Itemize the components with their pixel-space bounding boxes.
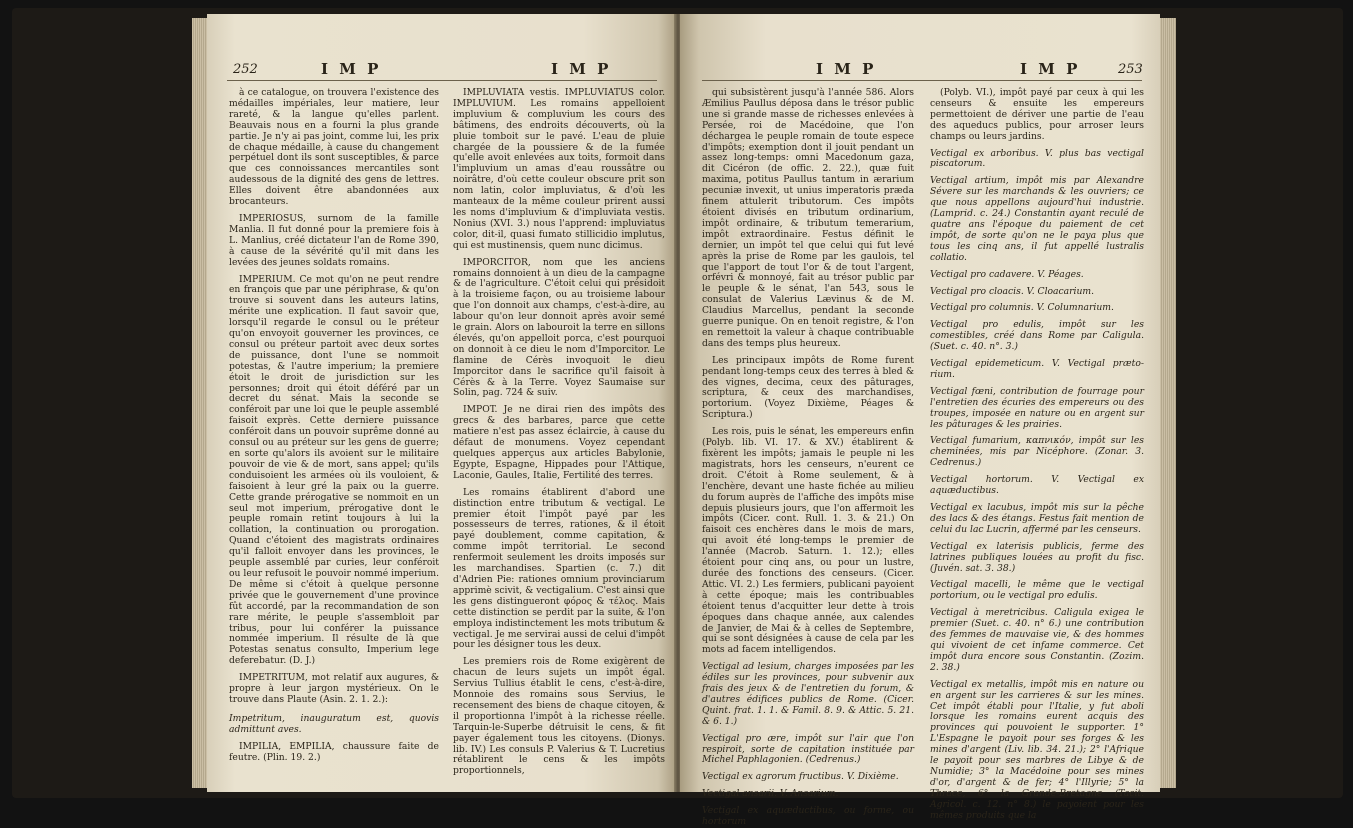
paragraph: Vectigal ex aquæductibus, ou forme, ou hortorum <box>702 805 914 828</box>
paragraph: IMPLUVIATA vestis. IMPLUVIATUS color. IMPLUVIUM. Les romains appelloient impluvium & compluvium les cours des bâtimens, des endroits découverts, où la pluie tomboit sur le pavé. L'eau de pluie chargée de la poussiere & de la fumée qu'elle avoit enlevées aux toits, formoit dans l'impluvium un amas d'eau roussâtre ou noirâtre, d'où cette couleur obscure prit son nom latin, color impluviatus, & d'où les manteaux de la même couleur prirent aussi les noms d'impluvium & d'impluviata vestis. Nonius (XVI. 3.) nous l'apprend: impluviatus color, dit-il, quasi fumato stillicidio implutus, qui est mustinensis, quem nunc dicimus. <box>453 87 665 251</box>
paragraph: Vectigal ex agrorum fructibus. V. Dixième. <box>702 771 899 783</box>
left-column-2 <box>453 88 665 778</box>
header-rule <box>227 80 657 81</box>
paragraph: IMPOT. Je ne dirai rien des impôts des grecs & des barbares, parce que cette matiere n'est pas assez éclaircie, à cause du défaut de monumens. Voyez cependant quelques apperçus aux articles Babylonie, Egypte, Espagne, Hippades pour l'Attique, Laconie, Gaules, Italie, Fertilité des terres. <box>453 404 665 481</box>
paragraph: Vectigal ex metallis, impôt mis en nature ou en argent sur les carrieres & sur les mines. Cet impôt établi pour l'Italie, y fut aboli lorsque les romains eurent acquis des provinces qui pouvoient le supporter. 1° L'Espagne le payoit pour ses forges & les mines d'argent (Liv. lib. 34. 21.); 2° l'Afrique le payoit pour ses marbres de Libye & de Numidie; 3° la Macédoine pour ses mines d'or, d'argent & de fer; 4° l'Illyrie; 5° la Thrace, 6° la Grande-Bretagne (Tacit. Agricol. c. 12. n° 8.) le payoient pour les mêmes produits que la <box>930 678 1144 821</box>
paragraph: Vectigal macelli, le même que le vectigal portorium, ou le vectigal pro edulis. <box>930 579 1144 602</box>
paragraph: Vectigal pro columnis. V. Columnarium. <box>930 302 1114 314</box>
left-page <box>207 14 677 792</box>
running-head: I M P <box>1020 60 1081 78</box>
paragraph: Vectigal pro edulis, impôt sur les comestibles, créé dans Rome par Caligula. (Suet. c. 40. n°. 3.) <box>930 319 1144 353</box>
header-rule <box>702 80 1142 81</box>
paragraph: Vectigal hortorum. V. Vectigal ex aquæductibus. <box>930 474 1144 497</box>
paragraph: Vectigal fœni, contribution de fourrage pour l'entretien des écuries des empereurs ou des troupes, imposée en nature ou en argent sur les pâturages & les prairies. <box>930 385 1144 430</box>
paragraph: Vectigal fumarium, καπνικόν, impôt sur les cheminées, mis par Nicéphore. (Zonar. 3. Cedrenus.) <box>930 435 1144 469</box>
paragraph: IMPERIUM. Ce mot qu'on ne peut rendre en françois que par une périphrase, & qu'on trouve si souvent dans les auteurs latins, mérite une explication. Il faut savoir que, lorsqu'il regarde le consul ou le préteur qu'on envoyoit gouverner les provinces, ce consul ou préteur partoit avec deux sortes de puissance, dont l'une se nommoit potestas, & l'autre imperium; la premiere étoit le droit de jurisdiction sur les personnes; droit qui étoit déféré par un decret du sénat. Mais la seconde se conféroit par une loi que le peuple assemblé faisoit exprès. Cette derniere puissance conféroit dans un pouvoir suprême donné au consul ou au préteur sur les gens de guerre; en sorte qu'alors ils avoient sur le militaire pouvoir de vie & de mort, sans appel; qu'ils conduisoient les armées où ils vouloient, & faisoient à leur gré la paix ou la guerre. Cette grande prérogative se nommoit en un seul mot imperium, prérogative dont le peuple romain retint toujours à lui la collation, la continuation ou prorogation. Quand c'étoient des magistrats ordinaires qu'il falloit envoyer dans les provinces, le peuple assemblé par curies, leur conféroit ou leur refusoit le pouvoir nommé imperium. De même si c'étoit à quelque personne privée que le gouvernement d'une province fût accordé, par la recommandation de son rare mérite, le peuple s'assembloit par tribus, pour lui conférer la puissance nommée imperium. Il résulte de là que Potestas senatus consulto, Imperium lege deferebatur. (D. J.) <box>229 273 439 667</box>
right-column-1 <box>702 87 914 828</box>
paragraph: Vectigal pro cadavere. V. Péages. <box>930 268 1084 280</box>
paragraph: Vectigal ex arboribus. V. plus bas vectigal piscatorum. <box>930 147 1144 170</box>
paragraph: à ce catalogue, on trouvera l'existence des médailles impériales, leur matiere, leur rareté, & la langue qu'elles parlent. Beauvais nous en a fourni la plus grande partie. Je n'y ai pas joint, comme lui, les prix de chaque médaille, à cause du changement perpétuel dont ils sont susceptibles, & parce que ces connoissances mercantiles sont audessous de la dignité des gens de lettres. Elles doivent être abandonnées aux brocanteurs. <box>229 87 439 208</box>
paragraph: IMPETRITUM, mot relatif aux augures, & propre à leur jargon mystérieux. On le trouve dans Plaute (Asin. 2. 1. 2.): <box>229 672 439 705</box>
paragraph: Vectigal ex lacubus, impôt mis sur la pêche des lacs & des étangs. Festus fait mention de celui du lac Lucrin, affermé par les censeurs. <box>930 502 1144 535</box>
left-column-1 <box>229 88 439 778</box>
paragraph: Vectigal artium, impôt mis par Alexandre Sévere sur les marchands & les ouvriers; ce que nous appellons aujourd'hui industrie. (Lamprid. c. 24.) Constantin ayant reculé de quatre ans l'époque du paiement de cet impôt, de sorte qu'on ne le paya plus que tous les cinq ans, il fut appellé lustralis collatio. <box>930 175 1144 263</box>
paragraph: Vectigal ad lesium, charges imposées par les édiles sur les provinces, pour subvenir aux frais des jeux & de l'entretien du forum, & d'autres édifices publics de Rome. (Cicer. Quint. frat. 1. 1. & Famil. 8. 9. & Attic. 5. 21. & 6. 1.) <box>702 661 914 727</box>
running-head: I M P <box>551 60 612 78</box>
paragraph: Vectigal epidemeticum. V. Vectigal prætorium. <box>930 358 1144 380</box>
paragraph: Les premiers rois de Rome exigèrent de chacun de leurs sujets un impôt égal. Servius Tullius établit le cens, c'est-à-dire, Monnoie des romains sous Servius, le recensement des biens de chaque citoyen, & il proportionna l'impôt à la richesse réelle. Tarquin-le-Superbe détruisit le cens, & fit payer également tous les citoyens. (Dionys. lib. IV.) Les consuls P. Valerius & T. Lucretius rétablirent le cens & les impôts proportionnels, <box>453 656 665 777</box>
left-page-edges <box>192 18 208 788</box>
paragraph: IMPILIA, EMPILIA, chaussure faite de feutre. (Plin. 19. 2.) <box>229 740 439 763</box>
paragraph: Vectigal pro ære, impôt sur l'air que l'on respiroit, sorte de capitation instituée par Michel Paphlagonien. (Cedrenus.) <box>702 732 914 766</box>
page-number-right: 253 <box>1118 62 1143 77</box>
paragraph: (Polyb. VI.), impôt payé par ceux à qui les censeurs & ensuite les empereurs permettoient de dériver une partie de l'eau des aqueducs publics, pour arroser leurs champs ou leurs jardins. <box>930 87 1144 142</box>
paragraph: IMPERIOSUS, surnom de la famille Manlia. Il fut donné pour la premiere fois à L. Manlius, créé dictateur l'an de Rome 390, à cause de la sévérité qu'il mit dans les levées des jeunes soldats romains. <box>229 212 439 268</box>
paragraph: Les rois, puis le sénat, les empereurs enfin (Polyb. lib. VI. 17. & XV.) établirent & fixèrent les impôts; jamais le peuple ni les magistrats, hors les censeurs, n'eurent ce droit. C'étoit à Rome seulement, & à l'enchère, devant une haste fichée au milieu du forum auprès de l'affiche des impôts mise depuis plusieurs jours, que l'on affermoit les impôts (Cicer. cont. Rull. 1. 3. & 21.) On faisoit ces enchères dans le mois de mars, qui avoit été long-temps le premier de l'année (Macrob. Saturn. 1. 12.); elles étoient pour cinq ans, ou pour un lustre, durée des fonctions des censeurs. (Cicer. Attic. VI. 2.) Les fermiers, publicani payoient à cette époque; mais les contribuables étoient tenus d'acquitter leur dette à trois époques dans chaque année, aux calendes de Janvier, de Mai & à celles de Septembre, qui se sont désignées à cause de cela par les mots ad facem intelligendos. <box>702 426 914 656</box>
right-page <box>680 14 1160 828</box>
right-column-2 <box>930 87 1144 821</box>
paragraph: Impetritum, inauguratum est, quovis admittunt aves. <box>229 712 439 735</box>
paragraph: Vectigal ex laterisis publicis, ferme des latrines publiques louées au profit du fisc. (Juvén. sat. 3. 38.) <box>930 540 1144 574</box>
paragraph: Vectigal pro cloacis. V. Cloacarium. <box>930 285 1095 297</box>
running-head: I M P <box>321 60 382 78</box>
paragraph: Les romains établirent d'abord une distinction entre tributum & vectigal. Le premier étoit l'impôt payé par les possesseurs de terres, rationes, & il étoit payé doublement, comme capitation, & comme impôt territorial. Le second renfermoit seulement les droits imposés sur les marchandises. Spartien (c. 7.) dit d'Adrien Pie: rationes omnium provinciarum apprimè scivit, & vectigalium. C'est ainsi que les gens distingueront φόρος & τέλος. Mais cette distinction se perdit par la suite, & l'on employa indistinctement les mots tributum & vectigal. Je me servirai aussi de celui d'impôt pour les désigner tous les deux. <box>453 486 665 651</box>
paragraph: qui subsistèrent jusqu'à l'année 586. Alors Æmilius Paullus déposa dans le trésor public une si grande masse de richesses enlevées à Persée, roi de Macédoine, que l'on déchargea le peuple romain de toute espece d'impôts; exemption dont il jouit pendant un assez long-temps: omni Macedonum gaza, dit Cicéron (de offic. 2. 22.), quæ fuit maxima, potitus Paullus tantum in ærarium pecuniæ invexit, ut unius imperatoris præda finem attulerit tributorum. Ces impôts étoient divisés en tributum ordinarium, impôt ordinaire, & tributum temerarium, impôt extraordinaire. Festus définit le dernier, un impôt tel que celui qui fut levé après la prise de Rome par les gaulois, tel que l'apport de tout l'or & de tout l'argent, orfévri & monnoyé, fait au trésor public par le peuple & le sénat, l'an 543, sous le consulat de Valerius Lævinus & de M. Claudius Marcellus, pendant la seconde guerre punique. On en tenoit registre, & l'on en remettoit la valeur à chaque contribuable dans des temps plus heureux. <box>702 87 914 349</box>
right-page-edges <box>1158 18 1176 788</box>
paragraph: Vectigal à meretricibus. Caligula exigea le premier (Suet. c. 40. n° 6.) une contribution des femmes de mauvaise vie, & des hommes qui vivoient de cet infame commerce. Cet impôt dura encore sous Constantin. (Zozim. 2. 38.) <box>930 607 1144 673</box>
paragraph: IMPORCITOR, nom que les anciens romains donnoient à un dieu de la campagne & de l'agriculture. C'étoit celui qui présidoit à la troisieme façon, ou au troisieme labour que l'on donnoit aux champs, c'est-à-dire, au labour qu'on leur donnoit après avoir semé le grain. Alors on labouroit la terre en sillons élevés, qu'on appelloit porca, c'est pourquoi on donnoit à ce dieu le nom d'Imporcitor. Le flamine de Cérès invoquoit le dieu Imporcitor dans le sacrifice qu'il faisoit à Cérès & à la Terre. Voyez Saumaise sur Solin, pag. 724 & suiv. <box>453 256 665 399</box>
page-number-left: 252 <box>233 62 258 77</box>
running-head: I M P <box>816 60 877 78</box>
paragraph: Les principaux impôts de Rome furent pendant long-temps ceux des terres à bled & des vignes, decima, ceux des pâturages, scriptura, & ceux des marchandises, portorium. (Voyez Dixième, Péages & Scriptura.) <box>702 354 914 421</box>
paragraph: Vectigal ansarii. V. Ansarium. <box>702 788 839 800</box>
open-book <box>12 8 1343 828</box>
